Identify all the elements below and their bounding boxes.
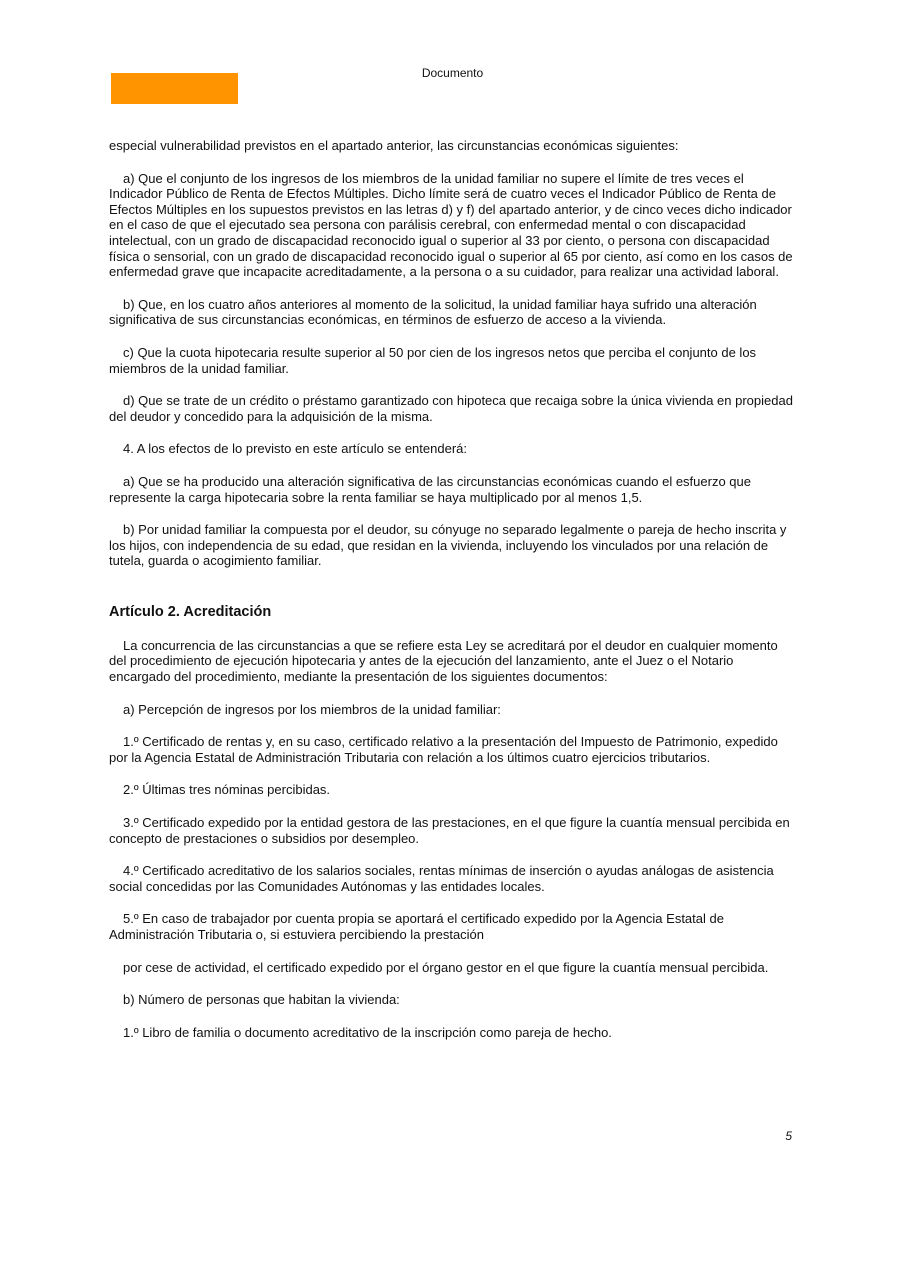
paragraph: 3.º Certificado expedido por la entidad gestora de las prestaciones, en el que figure la cuantía mensual percibida en concepto de prestaciones o subsidios por desempleo.: [109, 815, 790, 846]
paragraph: a) Que se ha producido una alteración significativa de las circunstancias económicas cuando el esfuerzo que represente la carga hipotecaria sobre la renta familiar se haya multiplicado por al menos 1,5.: [109, 473, 751, 505]
paragraph: 1.º Libro de familia o documento acreditativo de la inscripción como pareja de hecho.: [123, 1024, 612, 1040]
paragraph: La concurrencia de las circunstancias a que se refiere esta Ley se acreditará por el deudor en cualquier momento del procedimiento de ejecución hipotecaria y antes de la ejecución del lanzamiento, ante el Juez o el Notario encargado del procedimiento, mediante la presentación de los siguientes documentos:: [109, 637, 778, 685]
article-heading: Artículo 2. Acreditación: [109, 603, 272, 620]
page-number: 5: [785, 1129, 792, 1143]
paragraph: 2.º Últimas tres nóminas percibidas.: [123, 782, 331, 798]
paragraph: a) Percepción de ingresos por los miembros de la unidad familiar:: [123, 701, 501, 717]
paragraph: especial vulnerabilidad previstos en el apartado anterior, las circunstancias económicas siguientes:: [109, 138, 679, 153]
paragraph: b) Que, en los cuatro años anteriores al momento de la solicitud, la unidad familiar haya sufrido una alteración significativa de sus circunstancias económicas, en términos de esfuerzo de acceso a la vivienda.: [109, 296, 757, 328]
paragraph: 1.º Certificado de rentas y, en su caso, certificado relativo a la presentación del Impuesto de Patrimonio, expedido por la Agencia Estatal de Administración Tributaria con relación a los últimos cuatro ejercicios tributarios.: [109, 734, 778, 765]
paragraph: 4. A los efectos de lo previsto en este artículo se entenderá:: [123, 441, 467, 457]
document-body: [109, 138, 793, 1057]
paragraph: b) Número de personas que habitan la vivienda:: [123, 992, 400, 1008]
paragraph: por cese de actividad, el certificado expedido por el órgano gestor en el que figure la cuantía mensual percibida.: [123, 959, 769, 975]
paragraph: 5.º En caso de trabajador por cuenta propia se aportará el certificado expedido por la Agencia Estatal de Administración Tributaria o, si estuviera percibiendo la prestación: [109, 911, 724, 942]
paragraph: b) Por unidad familiar la compuesta por el deudor, su cónyuge no separado legalmente o pareja de hecho inscrita y los hijos, con independencia de su edad, que residan en la vivienda, incluyendo los vinculados por una relación de tutela, guarda o acogimiento familiar.: [109, 522, 787, 569]
paragraph: c) Que la cuota hipotecaria resulte superior al 50 por cien de los ingresos netos que perciba el conjunto de los miembros de la unidad familiar.: [109, 344, 757, 376]
document-header-title: Documento: [421, 66, 484, 80]
paragraph: a) Que el conjunto de los ingresos de los miembros de la unidad familiar no supere el límite de tres veces el Indicador Público de Renta de Efectos Múltiples. Dicho límite será de cuatro veces el Indicador Público de Renta de Efectos Múltiples en los supuestos previstos en las letras d) y f) del apartado anterior, y de cinco veces dicho indicador en el caso de que el ejecutado sea persona con parálisis cerebral, con enfermedad mental o con discapacidad intelectual, con un grado de discapacidad reconocido igual o superior al 33 por ciento, o persona con discapacidad física o sensorial, con un grado de discapacidad reconocido igual o superior al 65 por ciento, así como en los casos de enfermedad grave que incapacite acreditadamente, a la persona o a su cuidador, para realizar una actividad laboral.: [109, 170, 793, 280]
paragraph: d) Que se trate de un crédito o préstamo garantizado con hipoteca que recaiga sobre la única vivienda en propiedad del deudor y concedido para la adquisición de la misma.: [109, 393, 793, 424]
paragraph: 4.º Certificado acreditativo de los salarios sociales, rentas mínimas de inserción o ayudas análogas de asistencia social concedidas por las Comunidades Autónomas y las entidades locales.: [109, 863, 774, 894]
